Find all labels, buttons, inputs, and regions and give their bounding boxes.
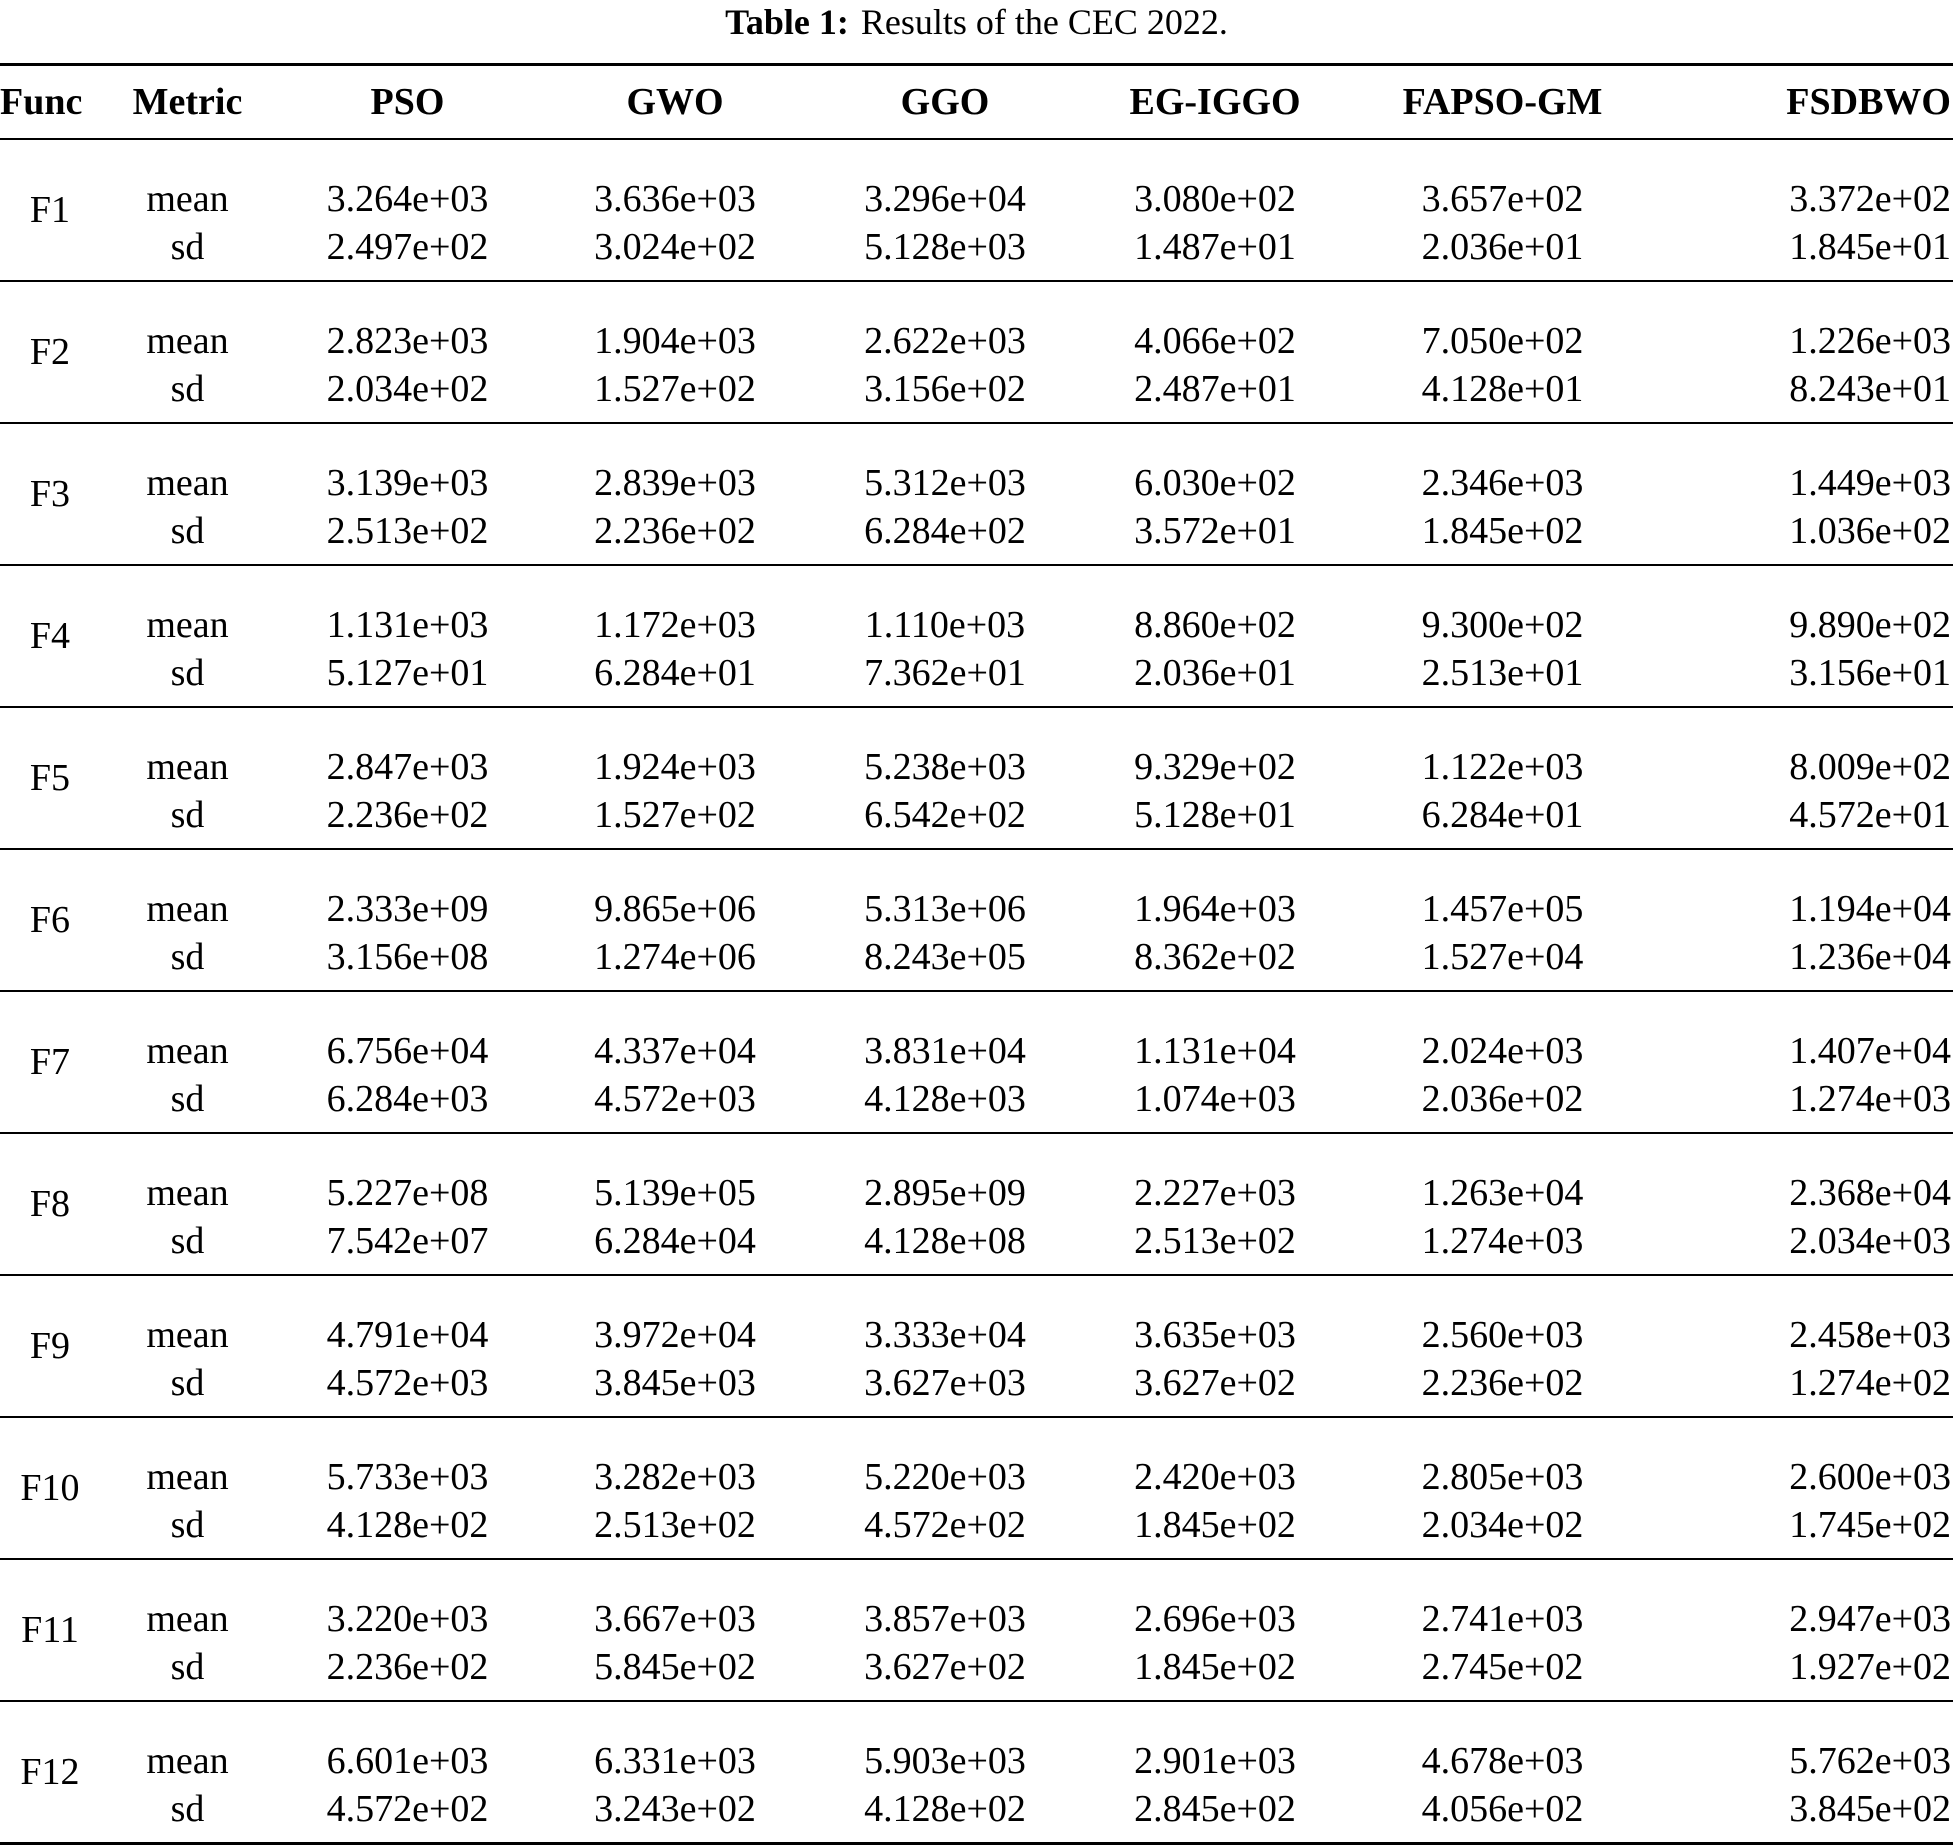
func-label: F9 — [0, 1275, 100, 1417]
mean-value-cell: 3.636e+03 — [594, 178, 756, 220]
sd-value-cell: 6.284e+01 — [540, 649, 810, 707]
table-row-f2-mean — [0, 281, 1953, 365]
metric-label-mean: mean — [146, 462, 229, 504]
func-label: F2 — [0, 281, 100, 423]
metric-label-mean: mean — [146, 1740, 229, 1782]
sd-value-cell: 2.036e+01 — [1350, 223, 1655, 281]
sd-value-cell: 8.243e+01 — [1655, 365, 1953, 423]
sd-value-cell: 5.127e+01 — [275, 649, 540, 707]
sd-value-cell: 7.542e+07 — [275, 1217, 540, 1275]
mean-value-cell: 2.227e+03 — [1134, 1172, 1296, 1214]
table-row-f7-sd — [0, 1075, 1953, 1133]
mean-value-cell: 4.678e+03 — [1421, 1740, 1584, 1782]
metric-label-sd: sd — [100, 1643, 275, 1701]
mean-value-cell: 4.066e+02 — [1134, 320, 1296, 362]
mean-value-cell: 1.449e+03 — [1789, 462, 1951, 504]
sd-value-cell: 2.513e+02 — [540, 1501, 810, 1559]
sd-value-cell: 1.745e+02 — [1655, 1501, 1953, 1559]
mean-value-cell: 2.420e+03 — [1134, 1456, 1296, 1498]
mean-value-cell: 9.329e+02 — [1134, 746, 1296, 788]
sd-value-cell: 3.243e+02 — [540, 1785, 810, 1844]
sd-value-cell: 1.074e+03 — [1080, 1075, 1350, 1133]
func-label: F5 — [0, 707, 100, 849]
mean-value-cell: 8.009e+02 — [1789, 746, 1951, 788]
caption-text: Results of the CEC 2022. — [860, 2, 1228, 42]
mean-value-cell: 6.331e+03 — [594, 1740, 756, 1782]
mean-value-cell: 6.756e+04 — [326, 1030, 489, 1072]
table-row-f2-sd — [0, 365, 1953, 423]
mean-value-cell: 4.337e+04 — [594, 1030, 756, 1072]
mean-value-cell: 1.110e+03 — [864, 604, 1026, 646]
func-label: F11 — [0, 1559, 100, 1701]
table-row-f4-mean — [0, 565, 1953, 649]
sd-value-cell: 4.572e+02 — [275, 1785, 540, 1844]
metric-label-sd: sd — [100, 1217, 275, 1275]
sd-value-cell: 1.927e+02 — [1655, 1643, 1953, 1701]
sd-value-cell: 3.156e+01 — [1655, 649, 1953, 707]
mean-value-cell: 2.368e+04 — [1789, 1172, 1951, 1214]
mean-value-cell: 1.226e+03 — [1789, 320, 1951, 362]
table-row-f9-sd — [0, 1359, 1953, 1417]
mean-value-cell: 1.904e+03 — [594, 320, 756, 362]
sd-value-cell: 4.128e+08 — [810, 1217, 1080, 1275]
metric-label-mean: mean — [146, 604, 229, 646]
table-row-f4-sd — [0, 649, 1953, 707]
mean-value-cell: 2.346e+03 — [1421, 462, 1584, 504]
sd-value-cell: 2.845e+02 — [1080, 1785, 1350, 1844]
table-row-f5-mean — [0, 707, 1953, 791]
metric-label-mean: mean — [146, 1030, 229, 1072]
mean-value-cell: 1.964e+03 — [1134, 888, 1296, 930]
sd-value-cell: 4.128e+02 — [810, 1785, 1080, 1844]
table-row-f6-sd — [0, 933, 1953, 991]
table-row-f12-sd — [0, 1785, 1953, 1844]
header-ggo: GGO — [810, 65, 1080, 140]
mean-value-cell: 2.805e+03 — [1421, 1456, 1584, 1498]
sd-value-cell: 3.845e+03 — [540, 1359, 810, 1417]
mean-value-cell: 1.407e+04 — [1789, 1030, 1951, 1072]
sd-value-cell: 8.362e+02 — [1080, 933, 1350, 991]
sd-value-cell: 2.236e+02 — [275, 1643, 540, 1701]
sd-value-cell: 1.274e+03 — [1655, 1075, 1953, 1133]
mean-value-cell: 5.733e+03 — [326, 1456, 489, 1498]
sd-value-cell: 1.527e+02 — [540, 365, 810, 423]
sd-value-cell: 4.128e+01 — [1350, 365, 1655, 423]
table-row-f9-mean — [0, 1275, 1953, 1359]
header-fapso-gm: FAPSO-GM — [1350, 65, 1655, 140]
mean-value-cell: 2.901e+03 — [1134, 1740, 1296, 1782]
mean-value-cell: 2.600e+03 — [1789, 1456, 1951, 1498]
header-fsdbwo: FSDBWO — [1655, 65, 1953, 140]
sd-value-cell: 1.274e+02 — [1655, 1359, 1953, 1417]
mean-value-cell: 6.030e+02 — [1134, 462, 1296, 504]
sd-value-cell: 4.056e+02 — [1350, 1785, 1655, 1844]
table-row-f5-sd — [0, 791, 1953, 849]
mean-value-cell: 1.263e+04 — [1421, 1172, 1584, 1214]
mean-value-cell: 3.372e+02 — [1789, 178, 1951, 220]
sd-value-cell: 2.513e+01 — [1350, 649, 1655, 707]
sd-value-cell: 7.362e+01 — [810, 649, 1080, 707]
sd-value-cell: 3.156e+02 — [810, 365, 1080, 423]
mean-value-cell: 3.139e+03 — [326, 462, 489, 504]
sd-value-cell: 2.236e+02 — [275, 791, 540, 849]
mean-value-cell: 2.458e+03 — [1789, 1314, 1951, 1356]
mean-value-cell: 6.601e+03 — [326, 1740, 489, 1782]
sd-value-cell: 1.845e+01 — [1655, 223, 1953, 281]
mean-value-cell: 9.890e+02 — [1789, 604, 1951, 646]
sd-value-cell: 5.128e+01 — [1080, 791, 1350, 849]
mean-value-cell: 2.696e+03 — [1134, 1598, 1296, 1640]
sd-value-cell: 6.284e+04 — [540, 1217, 810, 1275]
mean-value-cell: 5.313e+06 — [864, 888, 1026, 930]
table-header — [0, 65, 1953, 140]
mean-value-cell: 5.238e+03 — [864, 746, 1026, 788]
mean-value-cell: 3.333e+04 — [864, 1314, 1026, 1356]
sd-value-cell: 2.236e+02 — [540, 507, 810, 565]
sd-value-cell: 1.274e+06 — [540, 933, 810, 991]
header-pso: PSO — [275, 65, 540, 140]
metric-label-sd: sd — [100, 1075, 275, 1133]
sd-value-cell: 2.036e+02 — [1350, 1075, 1655, 1133]
mean-value-cell: 2.560e+03 — [1421, 1314, 1584, 1356]
sd-value-cell: 6.284e+01 — [1350, 791, 1655, 849]
sd-value-cell: 3.572e+01 — [1080, 507, 1350, 565]
metric-label-sd: sd — [100, 507, 275, 565]
sd-value-cell: 1.527e+04 — [1350, 933, 1655, 991]
sd-value-cell: 6.542e+02 — [810, 791, 1080, 849]
metric-label-sd: sd — [100, 933, 275, 991]
mean-value-cell: 2.823e+03 — [326, 320, 489, 362]
sd-value-cell: 3.156e+08 — [275, 933, 540, 991]
sd-value-cell: 2.513e+02 — [1080, 1217, 1350, 1275]
sd-value-cell: 2.034e+02 — [275, 365, 540, 423]
sd-value-cell: 2.745e+02 — [1350, 1643, 1655, 1701]
metric-label-sd: sd — [100, 1501, 275, 1559]
metric-label-sd: sd — [100, 365, 275, 423]
sd-value-cell: 8.243e+05 — [810, 933, 1080, 991]
mean-value-cell: 2.895e+09 — [864, 1172, 1026, 1214]
sd-value-cell: 1.487e+01 — [1080, 223, 1350, 281]
sd-value-cell: 1.845e+02 — [1350, 507, 1655, 565]
sd-value-cell: 1.036e+02 — [1655, 507, 1953, 565]
mean-value-cell: 2.947e+03 — [1789, 1598, 1951, 1640]
table-caption — [0, 0, 1953, 44]
header-metric: Metric — [100, 65, 275, 140]
table-row-f10-sd — [0, 1501, 1953, 1559]
sd-value-cell: 4.572e+01 — [1655, 791, 1953, 849]
metric-label-mean: mean — [146, 888, 229, 930]
mean-value-cell: 2.839e+03 — [594, 462, 756, 504]
table-row-f11-mean — [0, 1559, 1953, 1643]
mean-value-cell: 3.264e+03 — [326, 178, 489, 220]
table-row-f11-sd — [0, 1643, 1953, 1701]
sd-value-cell: 3.627e+02 — [810, 1643, 1080, 1701]
header-gwo: GWO — [540, 65, 810, 140]
mean-value-cell: 8.860e+02 — [1134, 604, 1296, 646]
mean-value-cell: 3.296e+04 — [864, 178, 1026, 220]
sd-value-cell: 5.845e+02 — [540, 1643, 810, 1701]
mean-value-cell: 3.667e+03 — [594, 1598, 756, 1640]
sd-value-cell: 6.284e+03 — [275, 1075, 540, 1133]
metric-label-sd: sd — [100, 223, 275, 281]
table-row-f3-sd — [0, 507, 1953, 565]
table-row-f7-mean — [0, 991, 1953, 1075]
mean-value-cell: 3.220e+03 — [326, 1598, 489, 1640]
mean-value-cell: 4.791e+04 — [326, 1314, 489, 1356]
func-label: F6 — [0, 849, 100, 991]
mean-value-cell: 7.050e+02 — [1421, 320, 1584, 362]
func-label: F1 — [0, 139, 100, 281]
metric-label-mean: mean — [146, 1314, 229, 1356]
mean-value-cell: 3.635e+03 — [1134, 1314, 1296, 1356]
metric-label-mean: mean — [146, 1172, 229, 1214]
mean-value-cell: 2.333e+09 — [326, 888, 489, 930]
mean-value-cell: 5.903e+03 — [864, 1740, 1026, 1782]
table-body — [0, 139, 1953, 1844]
sd-value-cell: 3.845e+02 — [1655, 1785, 1953, 1844]
mean-value-cell: 3.972e+04 — [594, 1314, 756, 1356]
header-func: Func — [0, 65, 100, 140]
metric-label-mean: mean — [146, 1456, 229, 1498]
func-label: F10 — [0, 1417, 100, 1559]
metric-label-sd: sd — [100, 649, 275, 707]
table-row-f1-sd — [0, 223, 1953, 281]
sd-value-cell: 1.274e+03 — [1350, 1217, 1655, 1275]
mean-value-cell: 1.131e+03 — [326, 604, 489, 646]
sd-value-cell: 2.513e+02 — [275, 507, 540, 565]
mean-value-cell: 3.080e+02 — [1134, 178, 1296, 220]
header-row — [0, 65, 1953, 140]
metric-label-sd: sd — [100, 791, 275, 849]
mean-value-cell: 2.741e+03 — [1421, 1598, 1584, 1640]
mean-value-cell: 5.227e+08 — [326, 1172, 489, 1214]
mean-value-cell: 5.139e+05 — [594, 1172, 756, 1214]
mean-value-cell: 1.122e+03 — [1421, 746, 1584, 788]
func-label: F7 — [0, 991, 100, 1133]
table-row-f6-mean — [0, 849, 1953, 933]
mean-value-cell: 9.300e+02 — [1421, 604, 1584, 646]
table-row-f12-mean — [0, 1701, 1953, 1785]
sd-value-cell: 4.572e+03 — [540, 1075, 810, 1133]
sd-value-cell: 3.024e+02 — [540, 223, 810, 281]
mean-value-cell: 5.312e+03 — [864, 462, 1026, 504]
sd-value-cell: 1.236e+04 — [1655, 933, 1953, 991]
mean-value-cell: 2.024e+03 — [1421, 1030, 1584, 1072]
metric-label-sd: sd — [100, 1359, 275, 1417]
func-label: F8 — [0, 1133, 100, 1275]
sd-value-cell: 1.527e+02 — [540, 791, 810, 849]
sd-value-cell: 2.487e+01 — [1080, 365, 1350, 423]
caption-label: Table 1: — [725, 2, 849, 42]
mean-value-cell: 3.282e+03 — [594, 1456, 756, 1498]
mean-value-cell: 3.657e+02 — [1421, 178, 1584, 220]
sd-value-cell: 4.572e+03 — [275, 1359, 540, 1417]
sd-value-cell: 2.497e+02 — [275, 223, 540, 281]
func-label: F12 — [0, 1701, 100, 1844]
mean-value-cell: 9.865e+06 — [594, 888, 756, 930]
metric-label-mean: mean — [146, 746, 229, 788]
mean-value-cell: 1.457e+05 — [1421, 888, 1584, 930]
sd-value-cell: 2.034e+03 — [1655, 1217, 1953, 1275]
table-row-f10-mean — [0, 1417, 1953, 1501]
sd-value-cell: 2.034e+02 — [1350, 1501, 1655, 1559]
sd-value-cell: 5.128e+03 — [810, 223, 1080, 281]
mean-value-cell: 5.762e+03 — [1789, 1740, 1951, 1782]
sd-value-cell: 4.128e+03 — [810, 1075, 1080, 1133]
results-table — [0, 63, 1953, 1845]
metric-label-mean: mean — [146, 320, 229, 362]
sd-value-cell: 3.627e+03 — [810, 1359, 1080, 1417]
sd-value-cell: 2.036e+01 — [1080, 649, 1350, 707]
mean-value-cell: 2.847e+03 — [326, 746, 489, 788]
mean-value-cell: 3.857e+03 — [864, 1598, 1026, 1640]
func-label: F3 — [0, 423, 100, 565]
sd-value-cell: 1.845e+02 — [1080, 1643, 1350, 1701]
header-eg-iggo: EG-IGGO — [1080, 65, 1350, 140]
table-row-f8-mean — [0, 1133, 1953, 1217]
sd-value-cell: 3.627e+02 — [1080, 1359, 1350, 1417]
sd-value-cell: 2.236e+02 — [1350, 1359, 1655, 1417]
mean-value-cell: 1.172e+03 — [594, 604, 756, 646]
func-label: F4 — [0, 565, 100, 707]
table-row-f1-mean — [0, 139, 1953, 223]
sd-value-cell: 4.128e+02 — [275, 1501, 540, 1559]
metric-label-mean: mean — [146, 178, 229, 220]
mean-value-cell: 3.831e+04 — [864, 1030, 1026, 1072]
mean-value-cell: 2.622e+03 — [864, 320, 1026, 362]
sd-value-cell: 6.284e+02 — [810, 507, 1080, 565]
metric-label-mean: mean — [146, 1598, 229, 1640]
mean-value-cell: 1.924e+03 — [594, 746, 756, 788]
metric-label-sd: sd — [100, 1785, 275, 1844]
table-row-f3-mean — [0, 423, 1953, 507]
mean-value-cell: 1.131e+04 — [1134, 1030, 1296, 1072]
mean-value-cell: 5.220e+03 — [864, 1456, 1026, 1498]
sd-value-cell: 4.572e+02 — [810, 1501, 1080, 1559]
sd-value-cell: 1.845e+02 — [1080, 1501, 1350, 1559]
mean-value-cell: 1.194e+04 — [1789, 888, 1951, 930]
table-row-f8-sd — [0, 1217, 1953, 1275]
